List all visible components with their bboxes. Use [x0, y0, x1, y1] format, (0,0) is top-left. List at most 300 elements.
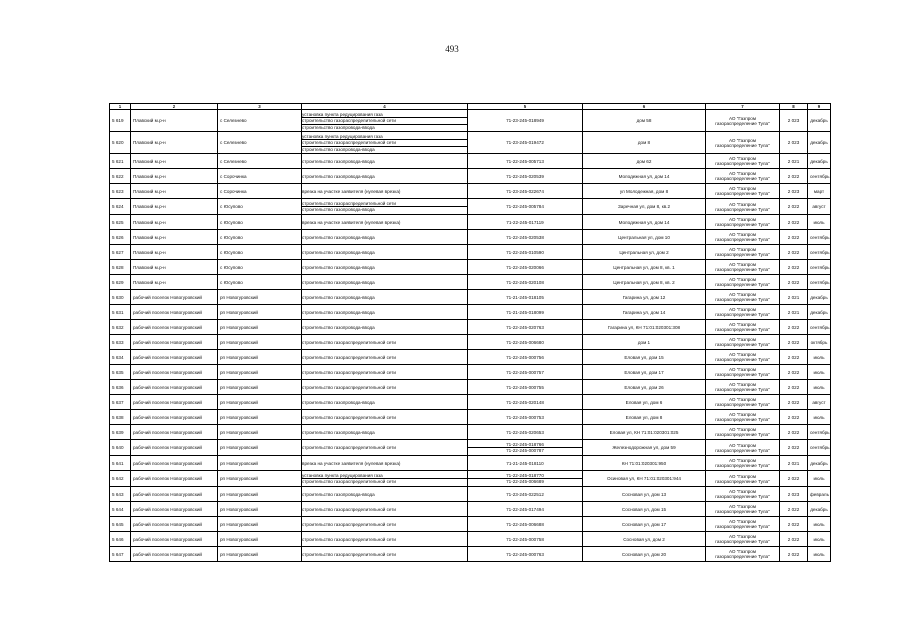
row-number-cell: 5 627	[110, 245, 131, 260]
code-cell-line: 71-22-245-020763	[506, 324, 544, 330]
year-cell: 2 022	[780, 230, 808, 245]
works-cell	[302, 547, 468, 562]
locality-cell: с Сорочинка	[218, 169, 302, 184]
works-cell-line: строительство газораспределительной сети	[302, 354, 396, 360]
month-cell: июль	[808, 517, 831, 532]
organization-cell: АО "Газпром газораспределение Тула"	[706, 440, 780, 456]
works-cell	[302, 230, 468, 245]
district-cell: Плавский м.р-н	[131, 110, 218, 132]
organization-cell: АО "Газпром газораспределение Тула"	[706, 547, 780, 562]
year-cell: 2 022	[780, 547, 808, 562]
code-cell-line: 71-22-245-006680	[506, 339, 544, 345]
organization-cell: АО "Газпром газораспределение Тула"	[706, 290, 780, 305]
locality-cell: рп Новогуровский	[218, 320, 302, 335]
table-row	[110, 517, 831, 532]
table-row	[110, 350, 831, 365]
row-number-cell: 5 630	[110, 290, 131, 305]
row-number-cell: 5 619	[110, 110, 131, 132]
table-row	[110, 290, 831, 305]
works-cell	[302, 199, 468, 215]
address-cell: дом 62	[583, 154, 706, 169]
month-cell: декабрь	[808, 502, 831, 517]
district-cell: рабочий поселок Новогуровский	[131, 517, 218, 532]
address-cell: дом 1	[583, 335, 706, 350]
table-row	[110, 275, 831, 290]
works-cell-line: строительство газопровода-ввода	[302, 399, 375, 405]
code-cell	[468, 110, 583, 132]
code-cell-line: 71-22-245-006688	[506, 521, 544, 527]
address-cell: Сосновая ул, дом 2	[583, 532, 706, 547]
schedule-table	[109, 103, 831, 562]
locality-cell: с Юсупово	[218, 199, 302, 215]
code-cell	[468, 290, 583, 305]
row-number-cell: 5 640	[110, 440, 131, 456]
table-row	[110, 425, 831, 440]
organization-cell: АО "Газпром газораспределение Тула"	[706, 425, 780, 440]
code-cell	[468, 410, 583, 425]
district-cell: Плавский м.р-н	[131, 260, 218, 275]
locality-cell: рп Новогуровский	[218, 517, 302, 532]
locality-cell: рп Новогуровский	[218, 380, 302, 395]
address-cell: Еловая ул, дом 17	[583, 365, 706, 380]
month-cell: август	[808, 395, 831, 410]
year-cell: 2 021	[780, 290, 808, 305]
year-cell: 2 022	[780, 245, 808, 260]
works-cell-line: строительство газопровода-ввода	[302, 173, 375, 179]
works-cell-line: строительство газопровода-ввода	[302, 294, 375, 300]
address-cell: КН 71:01:020301:950	[583, 456, 706, 471]
organization-cell: АО "Газпром газораспределение Тула"	[706, 215, 780, 230]
works-cell	[302, 456, 468, 471]
table-row	[110, 380, 831, 395]
locality-cell: рп Новогуровский	[218, 425, 302, 440]
header-cell: 1	[110, 104, 131, 110]
district-cell: рабочий поселок Новогуровский	[131, 320, 218, 335]
address-cell: Гагарина ул, дом 12	[583, 290, 706, 305]
month-cell: сентябрь	[808, 320, 831, 335]
locality-cell: рп Новогуровский	[218, 532, 302, 547]
row-number-cell: 5 647	[110, 547, 131, 562]
month-cell: июль	[808, 215, 831, 230]
table-row	[110, 199, 831, 215]
district-cell: рабочий поселок Новогуровский	[131, 335, 218, 350]
row-number-cell: 5 635	[110, 365, 131, 380]
works-cell	[302, 365, 468, 380]
works-cell-line: строительство газораспределительной сети	[302, 521, 396, 527]
works-cell	[302, 215, 468, 230]
address-cell: Еловая ул, дом 26	[583, 380, 706, 395]
table-row	[110, 169, 831, 184]
works-cell-line: строительство газораспределительной сети	[302, 139, 468, 145]
code-cell-line: 71-23-245-022674	[506, 188, 544, 194]
address-cell: Железнодорожная ул, дом 59	[583, 440, 706, 456]
locality-cell: рп Новогуровский	[218, 487, 302, 502]
address-cell: Еловая ул, КН 71:01:020301:025	[583, 425, 706, 440]
year-cell: 2 021	[780, 305, 808, 320]
row-number-cell: 5 621	[110, 154, 131, 169]
district-cell: рабочий поселок Новогуровский	[131, 305, 218, 320]
code-cell	[468, 335, 583, 350]
works-cell	[302, 517, 468, 532]
organization-cell: АО "Газпром газораспределение Тула"	[706, 365, 780, 380]
district-cell: Плавский м.р-н	[131, 199, 218, 215]
district-cell: Плавский м.р-н	[131, 132, 218, 154]
table-row	[110, 132, 831, 154]
month-cell: сентябрь	[808, 230, 831, 245]
code-cell	[468, 245, 583, 260]
locality-cell: рп Новогуровский	[218, 440, 302, 456]
address-cell: дом 8	[583, 132, 706, 154]
district-cell: рабочий поселок Новогуровский	[131, 471, 218, 487]
works-cell	[302, 132, 468, 154]
code-cell-line: 71-22-245-020066	[506, 264, 544, 270]
row-number-cell: 5 624	[110, 199, 131, 215]
row-number-cell: 5 631	[110, 305, 131, 320]
code-cell	[468, 320, 583, 335]
table-body	[110, 110, 831, 562]
works-cell-line: строительство газопровода-ввода	[302, 124, 468, 130]
works-cell-line: врезка на участке заявителя (нулевая врезка)	[302, 460, 401, 466]
month-cell: июль	[808, 532, 831, 547]
organization-cell: АО "Газпром газораспределение Тула"	[706, 199, 780, 215]
works-cell-line: строительство газопровода-ввода	[302, 279, 375, 285]
row-number-cell: 5 636	[110, 380, 131, 395]
month-cell: сентябрь	[808, 425, 831, 440]
table-row	[110, 471, 831, 487]
page-number: 493	[445, 44, 459, 54]
organization-cell: АО "Газпром газораспределение Тула"	[706, 471, 780, 487]
month-cell: декабрь	[808, 305, 831, 320]
month-cell: июль	[808, 547, 831, 562]
address-cell: Молодежная ул, дом 14	[583, 169, 706, 184]
code-cell-line: 71-22-245-000763	[506, 551, 544, 557]
code-cell	[468, 440, 583, 456]
works-cell	[302, 154, 468, 169]
year-cell: 2 022	[780, 502, 808, 517]
code-cell-line: 71-23-245-018949	[506, 118, 544, 124]
district-cell: рабочий поселок Новогуровский	[131, 380, 218, 395]
table-row	[110, 184, 831, 199]
table-row	[110, 502, 831, 517]
year-cell: 2 023	[780, 184, 808, 199]
table-row	[110, 245, 831, 260]
month-cell: декабрь	[808, 456, 831, 471]
works-cell	[302, 502, 468, 517]
locality-cell: рп Новогуровский	[218, 365, 302, 380]
code-cell	[468, 184, 583, 199]
row-number-cell: 5 633	[110, 335, 131, 350]
organization-cell: АО "Газпром газораспределение Тула"	[706, 350, 780, 365]
organization-cell: АО "Газпром газораспределение Тула"	[706, 245, 780, 260]
organization-cell: АО "Газпром газораспределение Тула"	[706, 169, 780, 184]
district-cell: Плавский м.р-н	[131, 184, 218, 199]
address-cell: Центральная ул, дом 10	[583, 230, 706, 245]
code-cell-line: 71-23-245-019472	[506, 140, 544, 146]
works-cell	[302, 305, 468, 320]
address-cell: Еловая ул, дом 8	[583, 410, 706, 425]
row-number-cell: 5 641	[110, 456, 131, 471]
organization-cell: АО "Газпром газораспределение Тула"	[706, 184, 780, 199]
code-cell	[468, 517, 583, 532]
district-cell: Плавский м.р-н	[131, 230, 218, 245]
code-cell	[468, 154, 583, 169]
code-cell	[468, 199, 583, 215]
works-cell	[302, 110, 468, 132]
district-cell: Плавский м.р-н	[131, 169, 218, 184]
district-cell: рабочий поселок Новогуровский	[131, 547, 218, 562]
code-cell	[468, 365, 583, 380]
works-cell	[302, 410, 468, 425]
month-cell: март	[808, 184, 831, 199]
works-cell-line: строительство газопровода-ввода	[302, 206, 468, 212]
code-cell-line: 71-22-245-005784	[506, 204, 544, 210]
address-cell: Сосновая ул, дом 13	[583, 487, 706, 502]
table-row	[110, 365, 831, 380]
month-cell: июль	[808, 350, 831, 365]
works-cell-line: строительство газопровода-ввода	[302, 324, 375, 330]
code-cell-line: 71-23-245-022512	[506, 491, 544, 497]
address-cell: ул Молодежная, дом 8	[583, 184, 706, 199]
works-cell-line: строительство газораспределительной сети	[302, 536, 396, 542]
works-cell	[302, 275, 468, 290]
header-cell: 4	[302, 104, 468, 110]
address-cell: Центральная ул, дом 2	[583, 245, 706, 260]
address-cell: Сосновая ул, дом 20	[583, 547, 706, 562]
year-cell: 2 022	[780, 425, 808, 440]
row-number-cell: 5 628	[110, 260, 131, 275]
district-cell: рабочий поселок Новогуровский	[131, 395, 218, 410]
locality-cell: с Селезнево	[218, 154, 302, 169]
code-cell-line: 71-22-245-010590	[506, 249, 544, 255]
header-cell: 2	[131, 104, 218, 110]
year-cell: 2 022	[780, 335, 808, 350]
month-cell: сентябрь	[808, 169, 831, 184]
address-cell: Гагарина ул, дом 14	[583, 305, 706, 320]
works-cell-line: строительство газопровода-ввода	[302, 234, 375, 240]
header-cell: 9	[808, 104, 831, 110]
code-cell	[468, 456, 583, 471]
row-number-cell: 5 634	[110, 350, 131, 365]
district-cell: рабочий поселок Новогуровский	[131, 365, 218, 380]
district-cell: Плавский м.р-н	[131, 154, 218, 169]
works-cell-line: строительство газораспределительной сети	[302, 339, 396, 345]
locality-cell: рп Новогуровский	[218, 305, 302, 320]
organization-cell: АО "Газпром газораспределение Тула"	[706, 395, 780, 410]
row-number-cell: 5 643	[110, 487, 131, 502]
row-number-cell: 5 625	[110, 215, 131, 230]
table-row	[110, 215, 831, 230]
organization-cell: АО "Газпром газораспределение Тула"	[706, 154, 780, 169]
address-cell: Центральная ул, дом 8, кв. 2	[583, 275, 706, 290]
works-cell-line: строительство газораспределительной сети	[302, 414, 396, 420]
month-cell: декабрь	[808, 110, 831, 132]
locality-cell: рп Новогуровский	[218, 547, 302, 562]
locality-cell: с Юсупово	[218, 275, 302, 290]
locality-cell: с Сорочинка	[218, 184, 302, 199]
year-cell: 2 021	[780, 154, 808, 169]
works-cell-line: установка пункта редуцирования газа	[302, 111, 383, 117]
works-cell-line: строительство газораспределительной сети	[302, 551, 396, 557]
organization-cell: АО "Газпром газораспределение Тула"	[706, 132, 780, 154]
works-cell	[302, 245, 468, 260]
row-number-cell: 5 629	[110, 275, 131, 290]
organization-cell: АО "Газпром газораспределение Тула"	[706, 275, 780, 290]
organization-cell: АО "Газпром газораспределение Тула"	[706, 110, 780, 132]
table-row	[110, 320, 831, 335]
organization-cell: АО "Газпром газораспределение Тула"	[706, 320, 780, 335]
address-cell: Центральная ул, дом 8, кв. 1	[583, 260, 706, 275]
code-cell-line: 71-22-245-020539	[506, 173, 544, 179]
year-cell: 2 022	[780, 350, 808, 365]
code-cell-line: 71-22-245-020108	[506, 279, 544, 285]
locality-cell: с Селезнево	[218, 110, 302, 132]
month-cell: октябрь	[808, 335, 831, 350]
row-number-cell: 5 638	[110, 410, 131, 425]
district-cell: Плавский м.р-н	[131, 215, 218, 230]
organization-cell: АО "Газпром газораспределение Тула"	[706, 502, 780, 517]
works-cell-line: строительство газопровода-ввода	[302, 249, 375, 255]
works-cell	[302, 320, 468, 335]
district-cell: рабочий поселок Новогуровский	[131, 410, 218, 425]
code-cell	[468, 169, 583, 184]
works-cell	[302, 440, 468, 456]
works-cell-line: строительство газопровода-ввода	[302, 309, 375, 315]
district-cell: рабочий поселок Новогуровский	[131, 487, 218, 502]
works-cell-line: строительство газопровода-ввода	[302, 264, 375, 270]
works-cell-line: врезка на участке заявителя (нулевая врезка)	[302, 219, 401, 225]
row-number-cell: 5 622	[110, 169, 131, 184]
organization-cell: АО "Газпром газораспределение Тула"	[706, 532, 780, 547]
organization-cell: АО "Газпром газораспределение Тула"	[706, 517, 780, 532]
code-cell-line: 71-22-245-000755	[506, 384, 544, 390]
year-cell: 2 022	[780, 410, 808, 425]
works-cell-line: установка пункта редуцирования газа	[302, 473, 383, 478]
code-cell	[468, 395, 583, 410]
address-cell: Гагарина ул, КН 71:01:020301:308	[583, 320, 706, 335]
code-cell	[468, 350, 583, 365]
month-cell: июль	[808, 365, 831, 380]
table-row	[110, 532, 831, 547]
row-number-cell: 5 642	[110, 471, 131, 487]
month-cell: декабрь	[808, 154, 831, 169]
year-cell: 2 023	[780, 487, 808, 502]
code-cell-line: 71-22-245-005713	[506, 158, 544, 164]
table-row	[110, 154, 831, 169]
year-cell: 2 022	[780, 215, 808, 230]
year-cell: 2 022	[780, 320, 808, 335]
code-cell-line: 71-21-245-018099	[506, 309, 544, 315]
table-row	[110, 410, 831, 425]
locality-cell: рп Новогуровский	[218, 410, 302, 425]
address-cell: Сосновая ул, дом 17	[583, 517, 706, 532]
district-cell: рабочий поселок Новогуровский	[131, 532, 218, 547]
code-cell	[468, 380, 583, 395]
locality-cell: с Юсупово	[218, 230, 302, 245]
works-cell	[302, 184, 468, 199]
locality-cell: с Юсупово	[218, 215, 302, 230]
locality-cell: рп Новогуровский	[218, 335, 302, 350]
organization-cell: АО "Газпром газораспределение Тула"	[706, 380, 780, 395]
works-cell-line: строительство газораспределительной сети	[302, 478, 468, 484]
code-cell-line: 71-22-245-000757	[506, 369, 544, 375]
code-cell	[468, 502, 583, 517]
locality-cell: с Юсупово	[218, 245, 302, 260]
row-number-cell: 5 645	[110, 517, 131, 532]
organization-cell: АО "Газпром газораспределение Тула"	[706, 260, 780, 275]
row-number-cell: 5 632	[110, 320, 131, 335]
month-cell: сентябрь	[808, 260, 831, 275]
table-row	[110, 487, 831, 502]
works-cell-line: строительство газопровода-ввода	[302, 429, 375, 435]
works-cell	[302, 290, 468, 305]
works-cell	[302, 260, 468, 275]
works-cell-line: врезка на участке заявителя (нулевая врезка)	[302, 188, 401, 194]
row-number-cell: 5 644	[110, 502, 131, 517]
code-cell-line: 71-22-245-017119	[506, 219, 544, 225]
code-cell-line: 71-22-245-020653	[506, 429, 544, 435]
works-cell-line: строительство газопровода-ввода	[302, 146, 468, 152]
code-cell-line: 71-22-245-017494	[506, 506, 544, 512]
works-cell-line: строительство газораспределительной сети	[302, 384, 396, 390]
code-cell-line: 71-22-245-000756	[506, 354, 544, 360]
month-cell: сентябрь	[808, 275, 831, 290]
locality-cell: с Юсупово	[218, 260, 302, 275]
works-cell-line: строительство газораспределительной сети	[302, 369, 396, 375]
locality-cell: с Селезнево	[218, 132, 302, 154]
works-cell-line: строительство газопровода-ввода	[302, 158, 375, 164]
district-cell: рабочий поселок Новогуровский	[131, 456, 218, 471]
works-cell	[302, 350, 468, 365]
organization-cell: АО "Газпром газораспределение Тула"	[706, 410, 780, 425]
code-cell	[468, 275, 583, 290]
address-cell: Сосновая ул, дом 15	[583, 502, 706, 517]
organization-cell: АО "Газпром газораспределение Тула"	[706, 305, 780, 320]
code-cell	[468, 305, 583, 320]
works-cell	[302, 532, 468, 547]
year-cell: 2 022	[780, 440, 808, 456]
organization-cell: АО "Газпром газораспределение Тула"	[706, 456, 780, 471]
year-cell: 2 021	[780, 456, 808, 471]
district-cell: рабочий поселок Новогуровский	[131, 440, 218, 456]
district-cell: Плавский м.р-н	[131, 245, 218, 260]
year-cell: 2 023	[780, 132, 808, 154]
works-cell-line: строительство газораспределительной сети	[302, 117, 468, 123]
year-cell: 2 022	[780, 517, 808, 532]
code-cell-line: 71-21-245-018110	[506, 460, 544, 466]
code-cell-line: 71-22-245-020538	[506, 234, 544, 240]
code-cell-line: 71-22-245-018770	[506, 473, 544, 478]
year-cell: 2 022	[780, 169, 808, 184]
code-cell	[468, 547, 583, 562]
address-cell: Молодежная ул, дом 14	[583, 215, 706, 230]
locality-cell: рп Новогуровский	[218, 502, 302, 517]
month-cell: сентябрь	[808, 440, 831, 456]
works-cell-line: установка пункта редуцирования газа	[302, 133, 383, 139]
works-cell	[302, 487, 468, 502]
address-cell: Еловая ул, дом 15	[583, 350, 706, 365]
locality-cell: рп Новогуровский	[218, 350, 302, 365]
table-row	[110, 110, 831, 132]
year-cell: 2 022	[780, 532, 808, 547]
district-cell: рабочий поселок Новогуровский	[131, 350, 218, 365]
district-cell: рабочий поселок Новогуровский	[131, 425, 218, 440]
works-cell	[302, 335, 468, 350]
table-row	[110, 260, 831, 275]
locality-cell: рп Новогуровский	[218, 456, 302, 471]
organization-cell: АО "Газпром газораспределение Тула"	[706, 487, 780, 502]
code-cell-line: 71-22-245-020148	[506, 399, 544, 405]
row-number-cell: 5 623	[110, 184, 131, 199]
